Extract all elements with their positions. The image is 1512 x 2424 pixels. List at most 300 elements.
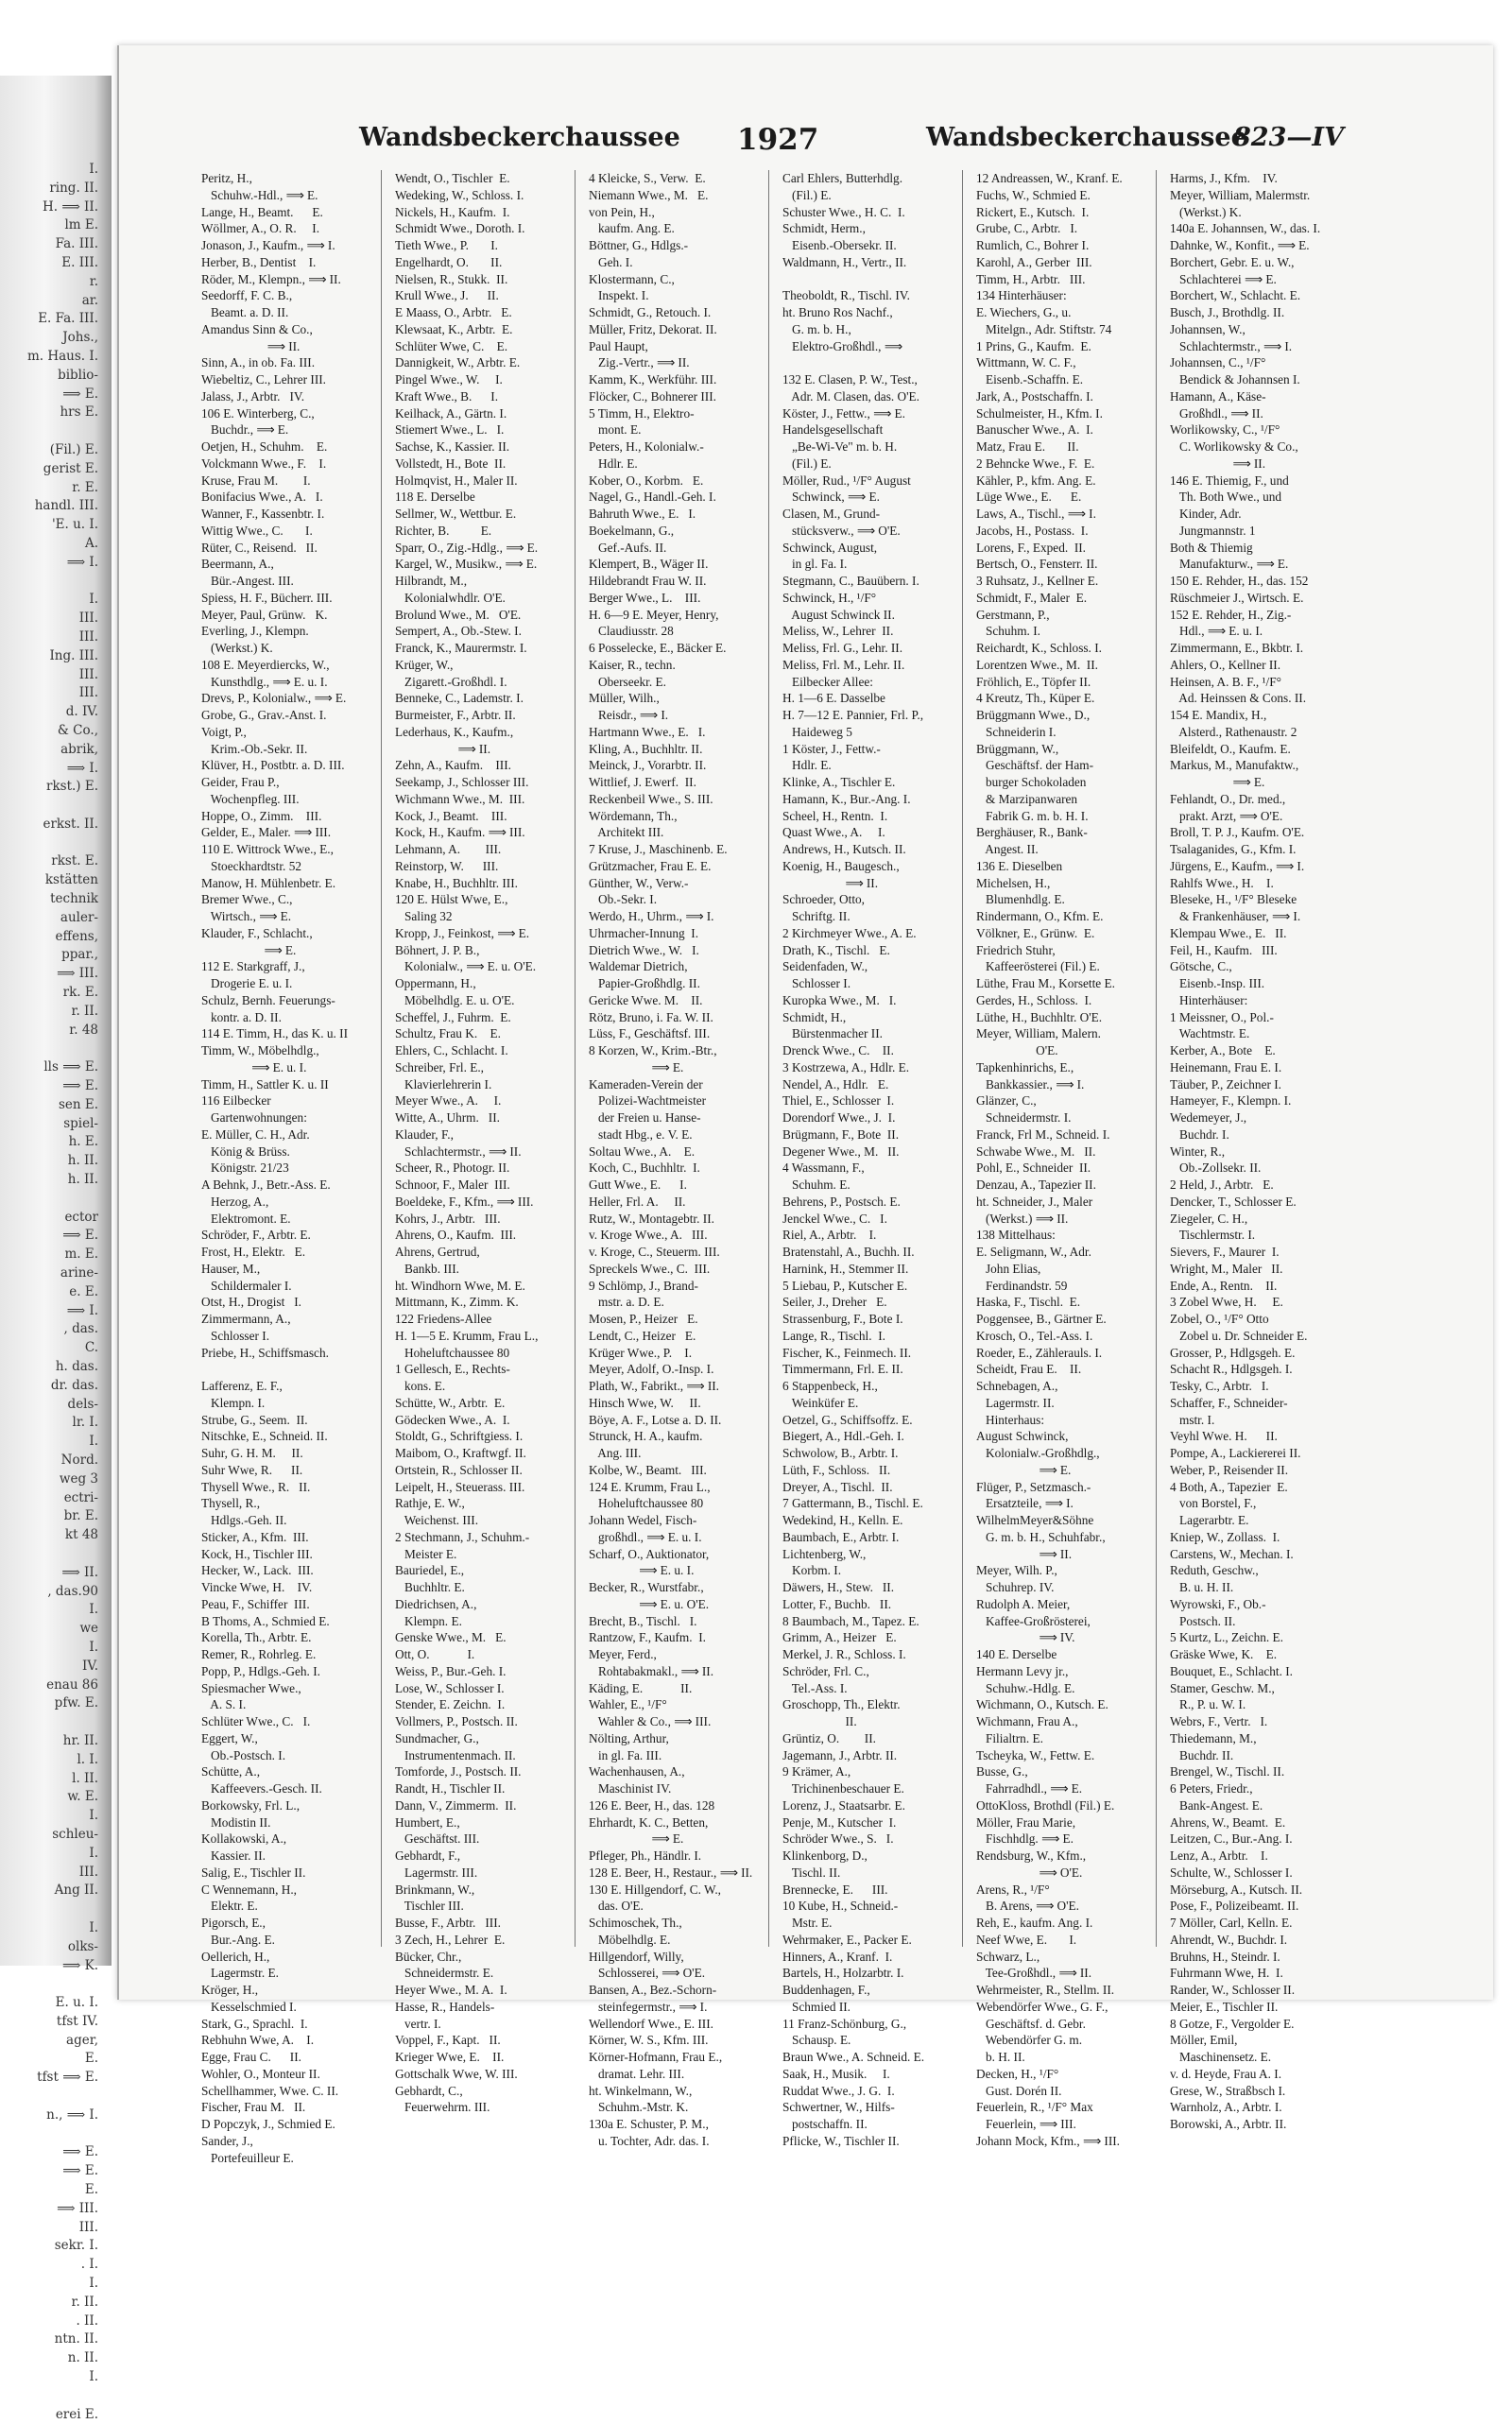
- directory-entry-line: Klinke, A., Tischler E.: [782, 775, 896, 789]
- directory-entry-line: Hdlgs.-Geh. II.: [201, 1513, 287, 1527]
- directory-entry-line: Bansen, A., Bez.-Schorn-: [589, 1983, 717, 1997]
- directory-entry-line: Rindermann, O., Kfm. E.: [976, 909, 1104, 923]
- directory-entry-line: Mörseburg, A., Kutsch. II.: [1170, 1882, 1303, 1897]
- directory-entry-line: ⟹ O'E.: [976, 1865, 1083, 1880]
- directory-entry-line: Both & Thiemig: [1170, 540, 1253, 555]
- directory-entry-line: Niemann Wwe., M. E.: [589, 187, 709, 202]
- directory-column-5: [976, 170, 1159, 2148]
- directory-entry-line: in gl. Fa. III.: [589, 1747, 662, 1762]
- directory-entry-line: Kröger, H.,: [201, 1983, 259, 1997]
- directory-entry-line: Hdlr. E.: [782, 758, 832, 773]
- directory-entry-line: OttoKloss, Brothdl (Fil.) E.: [976, 1797, 1115, 1813]
- directory-entry-line: Gebhardt, C.,: [395, 2083, 463, 2098]
- directory-entry-line: Timmermann, Frl. E. II.: [782, 1362, 903, 1377]
- directory-entry-line: Bücker, Chr.,: [395, 1949, 462, 1964]
- directory-entry-line: Klempn. E.: [395, 1613, 462, 1628]
- directory-entry-line: Großhdl., ⟹ II.: [1170, 405, 1263, 421]
- directory-entry-line: Brüggmann Wwe., D.,: [976, 708, 1091, 722]
- directory-entry-line: Ahrens, W., Beamt. E.: [1170, 1814, 1286, 1830]
- directory-entry-line: Ortstein, R., Schlosser II.: [395, 1462, 523, 1477]
- directory-entry-line: Krüger Wwe., P. I.: [589, 1345, 693, 1360]
- directory-entry-line: Müller, Fritz, Dekorat. II.: [589, 321, 717, 336]
- directory-entry-line: Weiss, P., Bur.-Geh. I.: [395, 1663, 507, 1678]
- directory-entry-line: Meister E.: [395, 1546, 457, 1561]
- directory-entry-line: Sundmacher, G.,: [395, 1730, 479, 1745]
- directory-entry-line: 9 Krämer, A.,: [782, 1764, 851, 1779]
- directory-entry-line: Postsch. II.: [1170, 1613, 1236, 1628]
- directory-entry-line: Denzau, A., Tapezier II.: [976, 1178, 1096, 1192]
- directory-entry-line: Schildermaler I.: [201, 1278, 292, 1293]
- directory-entry-line: Körner, W. S., Kfm. III.: [589, 2033, 709, 2048]
- directory-entry-line: das. O'E.: [589, 1899, 644, 1914]
- directory-entry-line: Hecker, W., Lack. III.: [201, 1563, 314, 1578]
- directory-entry-line: 2 Stechmann, J., Schuhm.-: [395, 1529, 530, 1544]
- directory-entry-line: Täuber, P., Zeichner I.: [1170, 1076, 1281, 1092]
- directory-entry-line: ht. Windhorn Wwe, M. E.: [395, 1278, 525, 1293]
- directory-entry-line: Friedrich Stuhr,: [976, 942, 1056, 957]
- directory-entry-line: Schwertner, W., Hilfs-: [782, 2100, 895, 2115]
- directory-entry-line: Rüschmeier J., Wirtsch. E.: [1170, 590, 1304, 605]
- directory-entry-line: B Thoms, A., Schmied E.: [201, 1613, 330, 1628]
- directory-entry-line: Lorens, F., Exped. II.: [976, 540, 1086, 555]
- directory-entry-line: Korella, Th., Arbtr. E.: [201, 1630, 312, 1645]
- directory-entry-line: Gelder, E., Maler. ⟹ III.: [201, 825, 332, 840]
- directory-entry-line: Schlachterei ⟹ E.: [1170, 271, 1277, 286]
- directory-entry-line: v. Kroge Wwe., A. III.: [589, 1228, 708, 1243]
- directory-entry-line: Krüger, W.,: [395, 657, 454, 672]
- directory-entry-line: B. u. H. II.: [1170, 1580, 1234, 1594]
- directory-entry-line: Portefeuilleur E.: [201, 2150, 294, 2165]
- directory-entry-line: Borchert, Gebr. E. u. W.,: [1170, 254, 1295, 269]
- directory-entry-line: 5 Kurtz, L., Zeichn. E.: [1170, 1630, 1284, 1645]
- directory-entry-line: Richter, B. E.: [395, 523, 492, 538]
- directory-entry-line: Kock, H., Kaufm. ⟹ III.: [395, 825, 525, 840]
- directory-entry-line: Zigarett.-Großhdl. I.: [395, 674, 507, 689]
- directory-entry-line: Klauder, F.,: [395, 1126, 454, 1142]
- directory-entry-line: Biegert, A., Hdl.-Geh. I.: [782, 1429, 904, 1444]
- directory-entry-line: Vollmers, P., Postsch. II.: [395, 1714, 518, 1728]
- directory-entry-line: „Be-Wi-Ve" m. b. H.: [782, 439, 898, 454]
- directory-entry-line: ⟹ E.: [589, 1059, 684, 1074]
- directory-entry-line: 122 Friedens-Allee: [395, 1312, 492, 1326]
- directory-entry-line: (Fil.) E.: [782, 187, 832, 202]
- directory-entry-line: Jagemann, J., Arbtr. II.: [782, 1747, 898, 1762]
- directory-entry-line: 8 Korzen, W., Krim.-Btr.,: [589, 1043, 717, 1057]
- directory-entry-line: Arens, R., ¹/F°: [976, 1882, 1050, 1897]
- directory-entry-line: Leipelt, H., Steuerass. III.: [395, 1479, 525, 1494]
- directory-entry-line: Papier-Großhdlg. II.: [589, 976, 700, 990]
- directory-entry-line: Oellerich, H.,: [201, 1949, 270, 1964]
- directory-entry-line: Tscheyka, W., Fettw. E.: [976, 1747, 1095, 1762]
- directory-entry-line: Wahler, E., ¹/F°: [589, 1697, 667, 1712]
- directory-entry-line: Kaiser, R., techn.: [589, 657, 676, 672]
- directory-entry-line: Reduth, Geschw.,: [1170, 1563, 1259, 1578]
- directory-entry-line: Rathje, E. W.,: [395, 1496, 465, 1511]
- directory-entry-line: Berghäuser, R., Bank-: [976, 825, 1088, 840]
- directory-entry-line: Maschinensetz. E.: [1170, 2050, 1272, 2064]
- directory-entry-line: Werdo, H., Uhrm., ⟹ I.: [589, 909, 714, 923]
- directory-entry-line: Ang. III.: [589, 1446, 642, 1460]
- directory-column-1: [201, 170, 384, 2165]
- directory-entry-line: 6 Peters, Friedr.,: [1170, 1781, 1253, 1796]
- directory-entry-line: Schröder, Frl. C.,: [782, 1663, 869, 1678]
- directory-entry-line: Modistin II.: [201, 1814, 271, 1830]
- directory-entry-line: 114 E. Timm, H., das K. u. II: [201, 1026, 349, 1041]
- directory-entry-line: Klauder, F., Schlacht.,: [201, 925, 313, 940]
- directory-entry-line: Handelsgesellschaft: [782, 422, 884, 438]
- directory-entry-line: ⟹ E. u. I.: [589, 1563, 695, 1578]
- directory-entry-line: Brüggmann, W.,: [976, 741, 1059, 756]
- directory-entry-line: Mittmann, K., Zimm. K.: [395, 1295, 519, 1310]
- directory-entry-line: Fehlandt, O., Dr. med.,: [1170, 791, 1286, 806]
- directory-entry-line: Tsalaganides, G., Kfm. I.: [1170, 842, 1297, 856]
- directory-entry-line: Hartmann Wwe., E. I.: [589, 724, 706, 739]
- directory-entry-line: Kaffeerösterei (Fil.) E.: [976, 959, 1100, 974]
- directory-entry-line: Hdl., ⟹ E. u. I.: [1170, 624, 1263, 639]
- directory-entry-line: Wellendorf Wwe., E. III.: [589, 2016, 713, 2031]
- directory-entry-line: 4 Wassmann, F.,: [782, 1160, 865, 1176]
- directory-entry-line: Hoppe, O., Zimm. III.: [201, 808, 322, 823]
- directory-entry-line: Saling 32: [395, 909, 453, 923]
- directory-entry-line: in gl. Fa. I.: [782, 557, 848, 572]
- directory-entry-line: Wöllmer, A., O. R. I.: [201, 221, 320, 236]
- directory-entry-line: Elektromont. E.: [201, 1211, 291, 1226]
- directory-entry-line: Ob.-Zollsekr. II.: [1170, 1160, 1262, 1176]
- directory-entry-line: Scheffel, J., Fuhrm. E.: [395, 1009, 511, 1024]
- directory-entry-line: burger Schokoladen: [976, 775, 1087, 789]
- directory-entry-line: 6 Stappenbeck, H.,: [782, 1379, 878, 1393]
- directory-entry-line: 7 Möller, Carl, Kelln. E.: [1170, 1916, 1293, 1930]
- directory-entry-line: ⟹ II.: [395, 741, 491, 756]
- directory-entry-line: Maibom, O., Kraftwgf. II.: [395, 1446, 526, 1460]
- directory-entry-line: Peau, F., Schiffer III.: [201, 1596, 310, 1611]
- directory-entry-line: Voigt, P.,: [201, 724, 247, 739]
- directory-entry-line: Jenckel Wwe., C. I.: [782, 1211, 887, 1226]
- directory-entry-line: mont. E.: [589, 422, 642, 438]
- directory-entry-line: Lange, H., Beamt. E.: [201, 204, 323, 219]
- directory-entry-line: Geschäftsf. d. Gebr.: [976, 2016, 1086, 2031]
- directory-entry-line: R., P. u. W. I.: [1170, 1697, 1246, 1712]
- directory-entry-line: Stamer, Geschw. M.,: [1170, 1680, 1275, 1695]
- directory-entry-line: Timm, H., Arbtr. III.: [976, 271, 1086, 286]
- directory-entry-line: Schwolow, B., Arbtr. I.: [782, 1446, 899, 1460]
- directory-entry-line: Pompe, A., Lackiererei II.: [1170, 1446, 1301, 1460]
- directory-entry-line: Schnebagen, A.,: [976, 1379, 1058, 1393]
- directory-entry-line: Maschinist IV.: [589, 1781, 672, 1796]
- directory-entry-line: Egge, Frau C. II.: [201, 2050, 301, 2064]
- directory-entry-line: Möller, Frau Marie,: [976, 1814, 1076, 1830]
- directory-entry-line: Webrs, F., Vertr. I.: [1170, 1714, 1268, 1728]
- directory-entry-line: Everling, J., Klempn.: [201, 624, 309, 639]
- directory-entry-line: Hoheluftchaussee 80: [395, 1345, 510, 1360]
- directory-entry-line: stadt Hbg., e. V. E.: [589, 1126, 693, 1142]
- directory-entry-line: 130 E. Hillgendorf, C. W.,: [589, 1882, 721, 1897]
- directory-entry-line: Peters, H., Kolonialw.-: [589, 439, 704, 454]
- directory-entry-line: Lotter, F., Buchb. II.: [782, 1596, 892, 1611]
- directory-entry-line: Harms, J., Kfm. IV.: [1170, 171, 1278, 185]
- directory-entry-line: Wittlief, J. Ewerf. II.: [589, 775, 696, 789]
- directory-entry-line: Markus, M., Manufaktw.,: [1170, 758, 1299, 773]
- page-number: 823—IV: [1233, 123, 1344, 152]
- directory-entry-line: Vollstedt, H., Bote II.: [395, 456, 507, 471]
- directory-entry-line: Fahrradhdl., ⟹ E.: [976, 1781, 1083, 1796]
- directory-entry-line: Reichardt, K., Schloss. I.: [976, 641, 1102, 655]
- directory-entry-line: u. Tochter, Adr. das. I.: [589, 2133, 710, 2148]
- directory-entry-line: Buchdr. I.: [1170, 1126, 1229, 1142]
- directory-entry-line: Hamann, A., Käse-: [1170, 388, 1266, 404]
- directory-entry-line: Scheidt, Frau E. II.: [976, 1362, 1082, 1377]
- directory-entry-line: v. Kroge, C., Steuerm. III.: [589, 1245, 720, 1259]
- directory-entry-line: Tieth Wwe., P. I.: [395, 238, 498, 252]
- directory-entry-line: Schröder, F., Arbtr. E.: [201, 1228, 311, 1243]
- directory-entry-line: Schulz, Bernh. Feuerungs-: [201, 992, 335, 1007]
- directory-entry-line: Kunsthdlg., ⟹ E. u. I.: [201, 674, 328, 689]
- directory-entry-line: Blumenhdlg. E.: [976, 892, 1065, 907]
- directory-entry-line: Johann Mock, Kfm., ⟹ III.: [976, 2133, 1121, 2148]
- directory-entry-line: Schwarz, L.,: [976, 1949, 1040, 1964]
- directory-entry-line: Neef Wwe, E. I.: [976, 1932, 1077, 1947]
- directory-entry-line: Schreiber, Frl. E.,: [395, 1059, 485, 1074]
- directory-entry-line: Röder, M., Klempn., ⟹ II.: [201, 271, 341, 286]
- directory-entry-line: Lose, W., Schlosser I.: [395, 1680, 505, 1695]
- directory-entry-line: Schlachtermstr., ⟹ II.: [395, 1143, 522, 1159]
- directory-entry-line: Waldemar Dietrich,: [589, 959, 688, 974]
- directory-entry-line: Wirtsch., ⟹ E.: [201, 909, 292, 923]
- directory-entry-line: 3 Zech, H., Lehrer E.: [395, 1932, 506, 1947]
- directory-entry-line: Kolonialwhdlr. O'E.: [395, 590, 506, 605]
- directory-entry-line: Andrews, H., Kutsch. II.: [782, 842, 906, 856]
- directory-entry-line: Fischer, Frau M. II.: [201, 2100, 306, 2115]
- directory-entry-line: Thiel, E., Schlosser I.: [782, 1093, 895, 1109]
- directory-entry-line: Volckmann Wwe., F. I.: [201, 456, 327, 471]
- directory-entry-line: Korbm. I.: [782, 1563, 842, 1578]
- directory-entry-line: Feuerwehrm. III.: [395, 2100, 490, 2115]
- directory-entry-line: 124 E. Krumm, Frau L.,: [589, 1479, 711, 1494]
- directory-entry-line: Banuscher Wwe., A. I.: [976, 422, 1093, 438]
- directory-entry-line: Bür.-Angest. III.: [201, 574, 294, 588]
- directory-entry-line: Gust. Dorén II.: [976, 2083, 1062, 2098]
- directory-entry-line: Kaffeevers.-Gesch. II.: [201, 1781, 322, 1796]
- directory-entry-line: Paul Haupt,: [589, 338, 648, 353]
- directory-entry-line: 8 Gotze, F., Vergolder E.: [1170, 2016, 1295, 2031]
- directory-entry-line: Rötz, Bruno, i. Fa. W. II.: [589, 1009, 713, 1024]
- directory-entry-line: Böttner, G., Hdlgs.-: [589, 238, 689, 252]
- directory-entry-line: Heyer Wwe., M. A. I.: [395, 1983, 507, 1997]
- directory-entry-line: Oberseekr. E.: [589, 674, 666, 689]
- directory-entry-line: Mstr. E.: [782, 1916, 833, 1930]
- directory-entry-line: Bendick & Johannsen I.: [1170, 372, 1300, 387]
- directory-entry-line: Meyer Wwe., A. I.: [395, 1093, 502, 1109]
- directory-entry-line: Lüge Wwe., E. E.: [976, 490, 1082, 505]
- directory-entry-line: Lüss, F., Geschäftsf. III.: [589, 1026, 711, 1041]
- directory-entry-line: Koenig, H., Baugesch.,: [782, 858, 900, 873]
- directory-entry-line: Grobe, G., Grav.-Anst. I.: [201, 708, 327, 722]
- directory-entry-line: Oppermann, H.,: [395, 976, 476, 990]
- directory-entry-line: Thysell, R.,: [201, 1496, 261, 1511]
- directory-entry-line: Wedeking, W., Schloss. I.: [395, 187, 524, 202]
- directory-entry-line: Wittig Wwe., C. I.: [201, 523, 313, 538]
- directory-entry-line: Kniep, W., Zollass. I.: [1170, 1529, 1280, 1544]
- directory-column-6: [1170, 170, 1352, 2131]
- directory-entry-line: Wichmann, Frau A.,: [976, 1714, 1078, 1728]
- directory-entry-line: Schwinck, ⟹ E.: [782, 490, 880, 505]
- directory-entry-line: Schmidt, Herm.,: [782, 221, 866, 236]
- directory-entry-line: Seedorff, F. C. B.,: [201, 288, 293, 303]
- directory-entry-line: Kollakowski, A.,: [201, 1831, 287, 1847]
- directory-entry-line: C Wennemann, H.,: [201, 1882, 297, 1897]
- directory-entry-line: Lange, R., Tischl. I.: [782, 1328, 885, 1343]
- directory-entry-line: 128 E. Beer, H., Restaur., ⟹ II.: [589, 1865, 753, 1880]
- directory-entry-line: Degener Wwe., M. II.: [782, 1143, 900, 1159]
- directory-entry-line: [782, 271, 965, 288]
- directory-entry-line: Wehrmeister, R., Stellm. II.: [976, 1983, 1115, 1997]
- directory-entry-line: Drevs, P., Kolonialw., ⟹ E.: [201, 691, 347, 706]
- directory-entry-line: Fischhdlg. ⟹ E.: [976, 1831, 1074, 1847]
- directory-entry-line: Schuhm. I.: [976, 624, 1040, 639]
- directory-entry-line: Schwinck, H., ¹/F°: [782, 590, 877, 605]
- directory-entry-line: C. Worlikowsky & Co.,: [1170, 439, 1298, 454]
- directory-entry-line: Amandus Sinn & Co.,: [201, 321, 313, 336]
- directory-entry-line: Reh, E., kaufm. Ang. I.: [976, 1916, 1093, 1930]
- directory-entry-line: Hermann Levy jr.,: [976, 1663, 1069, 1678]
- directory-entry-line: Riel, A., Arbtr. I.: [782, 1228, 877, 1243]
- directory-entry-line: Krim.-Ob.-Sekr. II.: [201, 741, 308, 756]
- directory-entry-line: Grosser, P., Hdlgsgeh. E.: [1170, 1345, 1296, 1360]
- directory-entry-line: Fischer, K., Feinmech. II.: [782, 1345, 912, 1360]
- directory-entry-line: Priebe, H., Schiffsmasch.: [201, 1345, 329, 1360]
- directory-entry-line: 110 E. Wittrock Wwe., E.,: [201, 842, 334, 856]
- directory-entry-line: 7 Kruse, J., Maschinenb. E.: [589, 842, 728, 856]
- directory-entry-line: Schnoor, F., Maler III.: [395, 1178, 510, 1192]
- directory-entry-line: Peritz, H.,: [201, 171, 252, 185]
- directory-entry-line: Borowski, A., Arbtr. II.: [1170, 2117, 1287, 2131]
- directory-entry-line: Rahlfs Wwe., H. I.: [1170, 875, 1274, 890]
- directory-entry-line: 150 E. Rehder, H., das. 152: [1170, 574, 1309, 588]
- directory-entry-line: Bouquet, E., Schlacht. I.: [1170, 1663, 1293, 1678]
- directory-entry-line: Tel.-Ass. I.: [782, 1680, 848, 1695]
- directory-entry-line: 4 Kreutz, Th., Küper E.: [976, 691, 1095, 706]
- directory-entry-line: Matz, Frau E. II.: [976, 439, 1079, 454]
- directory-entry-line: 2 Behncke Wwe., F. E.: [976, 456, 1095, 471]
- directory-entry-line: Glänzer, C.,: [976, 1093, 1037, 1109]
- directory-entry-line: Warnholz, A., Arbtr. I.: [1170, 2100, 1282, 2115]
- directory-entry-line: Benneke, C., Lademstr. I.: [395, 691, 524, 706]
- directory-entry-line: ⟹ E.: [976, 1462, 1072, 1477]
- directory-entry-line: & Frankenhäuser, ⟹ I.: [1170, 909, 1301, 923]
- directory-entry-line: 5 Liebau, P., Kutscher E.: [782, 1278, 908, 1293]
- directory-entry-line: Bleseke, H., ¹/F° Bleseke: [1170, 892, 1297, 907]
- directory-entry-line: Böhnert, J. P. B.,: [395, 942, 480, 957]
- directory-entry-line: D Popczyk, J., Schmied E.: [201, 2117, 335, 2131]
- directory-entry-line: Behrens, P., Postsch. E.: [782, 1194, 901, 1209]
- directory-entry-line: Frost, H., Elektr. E.: [201, 1245, 306, 1259]
- directory-entry-line: 106 E. Winterberg, C.,: [201, 405, 315, 421]
- directory-entry-line: Klewsaat, K., Arbtr. E.: [395, 321, 513, 336]
- directory-entry-line: Kohrs, J., Arbtr. III.: [395, 1211, 501, 1226]
- directory-entry-line: Bahruth Wwe., E. I.: [589, 507, 696, 521]
- directory-entry-line: Baumbach, E., Arbtr. I.: [782, 1529, 900, 1544]
- directory-entry-line: Bonifacius Wwe., A. I.: [201, 490, 323, 505]
- directory-entry-line: Bankkassier., ⟹ I.: [976, 1076, 1085, 1092]
- directory-entry-line: 8 Baumbach, M., Tapez. E.: [782, 1613, 919, 1628]
- directory-entry-line: 116 Eilbecker: [201, 1093, 271, 1109]
- directory-entry-line: Schwabe Wwe., M. II.: [976, 1143, 1096, 1159]
- directory-entry-line: Soltau Wwe., A. E.: [589, 1143, 696, 1159]
- directory-entry-line: Kruse, Frau M. I.: [201, 473, 311, 488]
- directory-entry-line: Manufakturw., ⟹ E.: [1170, 557, 1289, 572]
- directory-entry-line: Schuhm. E.: [782, 1178, 850, 1192]
- directory-entry-line: Kerber, A., Bote E.: [1170, 1043, 1276, 1057]
- directory-entry-line: Pflicke, W., Tischler II.: [782, 2133, 900, 2148]
- directory-entry-line: Wanner, F., Kassenbtr. I.: [201, 507, 325, 521]
- directory-entry-line: E. Müller, C. H., Adr.: [201, 1126, 310, 1142]
- directory-entry-line: Kameraden-Verein der: [589, 1076, 703, 1092]
- directory-entry-line: Merkel, J. R., Schloss. I.: [782, 1647, 906, 1661]
- directory-entry-line: ⟹ II.: [1170, 456, 1266, 471]
- directory-entry-line: Fröhlich, E., Töpfer II.: [976, 674, 1091, 689]
- directory-column-4: [782, 170, 965, 2148]
- directory-entry-line: Ahrens, Gertrud,: [395, 1245, 480, 1259]
- directory-entry-line: Filialtrn. E.: [976, 1730, 1043, 1745]
- directory-entry-line: Schuhw.-Hdl., ⟹ E.: [201, 187, 318, 202]
- directory-entry-line: steinfegermstr., ⟹ I.: [589, 1999, 708, 2014]
- directory-entry-line: 4 Both, A., Tapezier E.: [1170, 1479, 1288, 1494]
- directory-entry-line: Lendt, C., Heizer E.: [589, 1328, 696, 1343]
- directory-entry-line: Boeldeke, F., Kfm., ⟹ III.: [395, 1194, 534, 1209]
- directory-entry-line: Schlosserei, ⟹ O'E.: [589, 1966, 706, 1981]
- directory-entry-line: Pigorsch, E.,: [201, 1916, 266, 1930]
- directory-entry-line: Johannsen, W.,: [1170, 321, 1246, 336]
- directory-entry-line: Sinn, A., in ob. Fa. III.: [201, 355, 316, 370]
- directory-entry-line: Gerdes, H., Schloss. I.: [976, 992, 1092, 1007]
- directory-entry-line: Eisenb.-Schaffn. E.: [976, 372, 1084, 387]
- directory-entry-line: Klempert, B., Wäger II.: [589, 557, 709, 572]
- directory-entry-line: Wördemann, Th.,: [589, 808, 678, 823]
- directory-entry-line: Instrumentenmach. II.: [395, 1747, 516, 1762]
- directory-entry-line: Hamann, K., Bur.-Ang. I.: [782, 791, 911, 806]
- directory-entry-line: Brolund Wwe., M. O'E.: [395, 607, 522, 622]
- directory-entry-line: Stegmann, C., Bauübern. I.: [782, 574, 919, 588]
- directory-entry-line: Däwers, H., Stew. II.: [782, 1580, 895, 1594]
- directory-entry-line: Jacobs, H., Postass. I.: [976, 523, 1089, 538]
- directory-entry-line: Meyer, William, Malern.: [976, 1026, 1101, 1041]
- directory-entry-line: König & Brüss.: [201, 1143, 290, 1159]
- directory-entry-line: Rudolph A. Meier,: [976, 1596, 1071, 1611]
- directory-entry-line: Gebhardt, F.,: [395, 1848, 461, 1863]
- directory-entry-line: 3 Zobel Wwe, H. E.: [1170, 1295, 1283, 1310]
- directory-entry-line: Hameyer, F., Klempn. I.: [1170, 1093, 1292, 1109]
- directory-entry-line: Gef.-Aufs. II.: [589, 540, 667, 555]
- directory-entry-line: G. m. b. H., Schuhfabr.,: [976, 1529, 1106, 1544]
- directory-entry-line: Gartenwohnungen:: [201, 1110, 307, 1125]
- directory-entry-line: Meliss, W., Lehrer II.: [782, 624, 894, 639]
- directory-entry-line: Bruhns, H., Steindr. I.: [1170, 1949, 1280, 1964]
- directory-entry-line: stücksverw., ⟹ O'E.: [782, 523, 901, 538]
- directory-entry-line: Plath, W., Fabrikt., ⟹ II.: [589, 1379, 719, 1393]
- directory-entry-line: Zig.-Vertr., ⟹ II.: [589, 355, 690, 370]
- directory-entry-line: Wachenhausen, A.,: [589, 1764, 685, 1779]
- directory-entry-line: Dorendorf Wwe., J. I.: [782, 1110, 896, 1125]
- directory-entry-line: Lafferenz, E. F.,: [201, 1379, 283, 1393]
- directory-entry-line: Tischler III.: [395, 1899, 464, 1914]
- directory-entry-line: Käding, E. II.: [589, 1680, 693, 1695]
- directory-entry-line: mstr. a. D. E.: [589, 1295, 664, 1310]
- directory-entry-line: vertr. I.: [395, 2016, 441, 2031]
- directory-entry-line: ⟹ E.: [201, 942, 297, 957]
- directory-entry-line: Brügmann, F., Bote II.: [782, 1126, 900, 1142]
- directory-entry-line: Johann Wedel, Fisch-: [589, 1513, 697, 1527]
- directory-entry-line: Otst, H., Drogist I.: [201, 1295, 302, 1310]
